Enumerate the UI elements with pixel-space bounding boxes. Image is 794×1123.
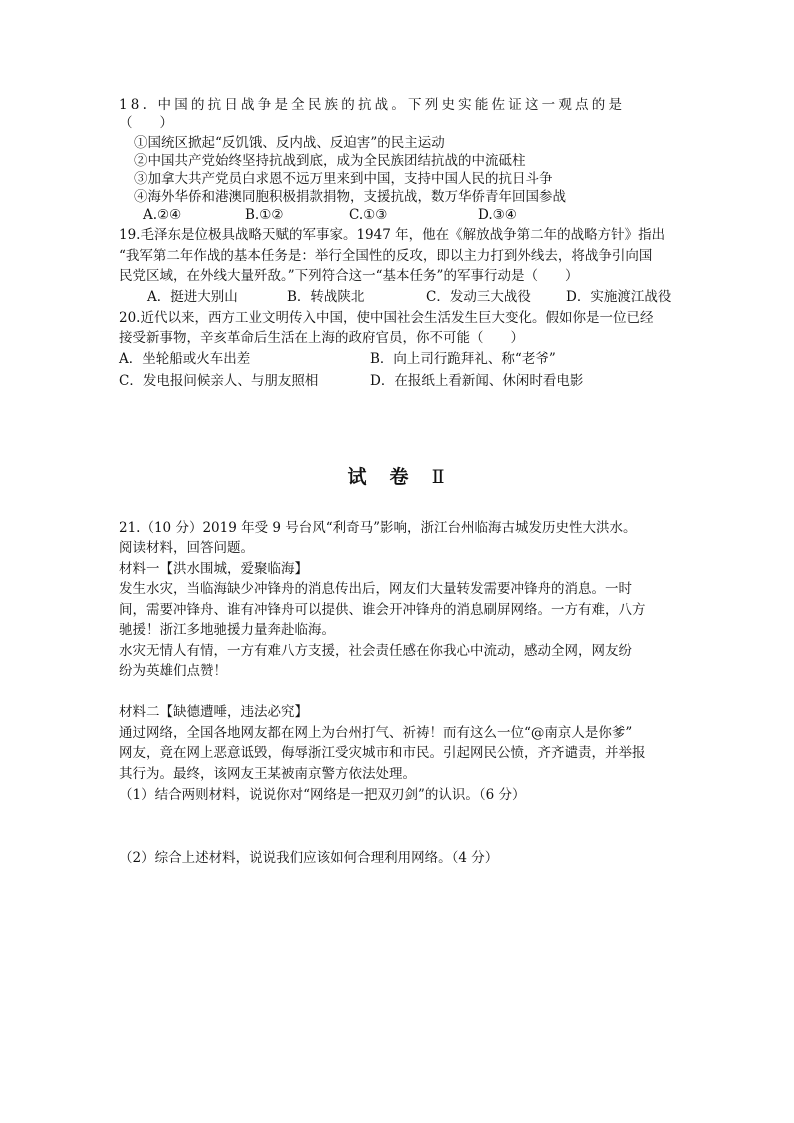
q21-material-1-line-2: 间，需要冲锋舟、谁有冲锋舟可以提供、谁会开冲锋舟的消息刷屏网络。一方有难，八方 [119, 602, 646, 618]
q19-line-3: 民党区域，在外线大量歼敌。”下列符合这一“基本任务”的军事行动是（ ） [119, 268, 579, 284]
q21-material-1-line-3: 驰援！浙江多地驰援力量奔赴临海。 [119, 622, 335, 638]
section-title-numeral: Ⅱ [431, 466, 447, 488]
section-title [0, 462, 794, 489]
q21-material-2-line-1: 通过网络，全国各地网友都在网上为台州打气、祈祷！而有这么一位“@南京人是你爹” [119, 725, 633, 741]
q18-item-2: ②中国共产党始终坚持抗战到底，成为全民族团结抗战的中流砥柱 [134, 153, 526, 169]
q18-answer-blank: （ ） [119, 115, 173, 131]
q20-option-a: A．坐轮船或火车出差 [119, 351, 251, 367]
q21-subquestion-2: （2）综合上述材料，说说我们应该如何合理利用网络。（4 分） [119, 850, 499, 866]
q19-option-c: C．发动三大战役 [426, 289, 531, 305]
q21-material-1-line-5: 纷为英雄们点赞！ [119, 663, 227, 679]
section-title-char-1: 试 [347, 466, 369, 488]
q21-material-1-title: 材料一【洪水围城，爱聚临海】 [119, 561, 308, 577]
q19-line-1: 19.毛泽东是位极具战略天赋的军事家。1947 年，他在《解放战争第二年的战略方针》指出 [119, 227, 666, 243]
q21-material-2-line-2: 网友，竟在网上恶意诋毁，侮辱浙江受灾城市和市民。引起网民公愤，齐齐谴责，并举报 [119, 745, 646, 761]
q21-subquestion-1: （1）结合两则材料，说说你对“网络是一把双刃剑”的认识。（6 分） [119, 787, 526, 803]
q19-option-d: D．实施渡江战役 [566, 289, 672, 305]
q20-option-c: C．发电报问候亲人、与朋友照相 [119, 373, 319, 389]
q18-option-a: A.②④ [143, 207, 182, 223]
q19-line-2: “我军第二年作战的基本任务是：举行全国性的反攻，即以主力打到外线去，将战争引向国 [119, 248, 653, 264]
q21-material-2-line-3: 其行为。最终，该网友王某被南京警方依法处理。 [119, 766, 416, 782]
q18-item-4: ④海外华侨和港澳同胞积极捐款捐物，支援抗战，数万华侨青年回国参战 [134, 189, 566, 205]
q21-material-2-title: 材料二【缺德遭唾，违法必究】 [119, 704, 308, 720]
q21-line-1: 21.（10 分）2019 年受 9 号台风“利奇马”影响，浙江台州临海古城发历史性大洪水。 [119, 520, 637, 536]
q18-item-1: ①国统区掀起“反饥饿、反内战、反迫害”的民主运动 [134, 135, 445, 151]
section-title-char-2: 卷 [389, 466, 411, 488]
q18-option-d: D.③④ [478, 207, 517, 223]
q19-option-b: B．转战陕北 [287, 289, 365, 305]
q21-material-1-line-4: 水灾无情人有情，一方有难八方支援，社会责任感在你我心中流动，感动全网，网友纷 [119, 643, 632, 659]
q20-option-d: D．在报纸上看新闻、休闲时看电影 [370, 373, 584, 389]
q20-option-b: B．向上司行跪拜礼、称“老爷” [370, 351, 556, 367]
q19-option-a: A．挺进大别山 [147, 289, 238, 305]
q18-stem: 18. 中国的抗日战争是全民族的抗战。下列史实能佐证这一观点的是 [119, 97, 626, 113]
q18-option-c: C.①③ [349, 207, 388, 223]
q21-line-2: 阅读材料，回答问题。 [119, 540, 254, 556]
q18-item-3: ③加拿大共产党员白求恩不远万里来到中国，支持中国人民的抗日斗争 [134, 171, 553, 187]
q20-line-1: 20.近代以来，西方工业文明传入中国，使中国社会生活发生巨大变化。假如你是一位已经 [119, 310, 654, 326]
q18-option-b: B.①② [245, 207, 284, 223]
q20-line-2: 接受新事物，辛亥革命后生活在上海的政府官员，你不可能（ ） [119, 330, 524, 346]
q21-material-1-line-1: 发生水灾，当临海缺少冲锋舟的消息传出后，网友们大量转发需要冲锋舟的消息。一时 [119, 581, 632, 597]
